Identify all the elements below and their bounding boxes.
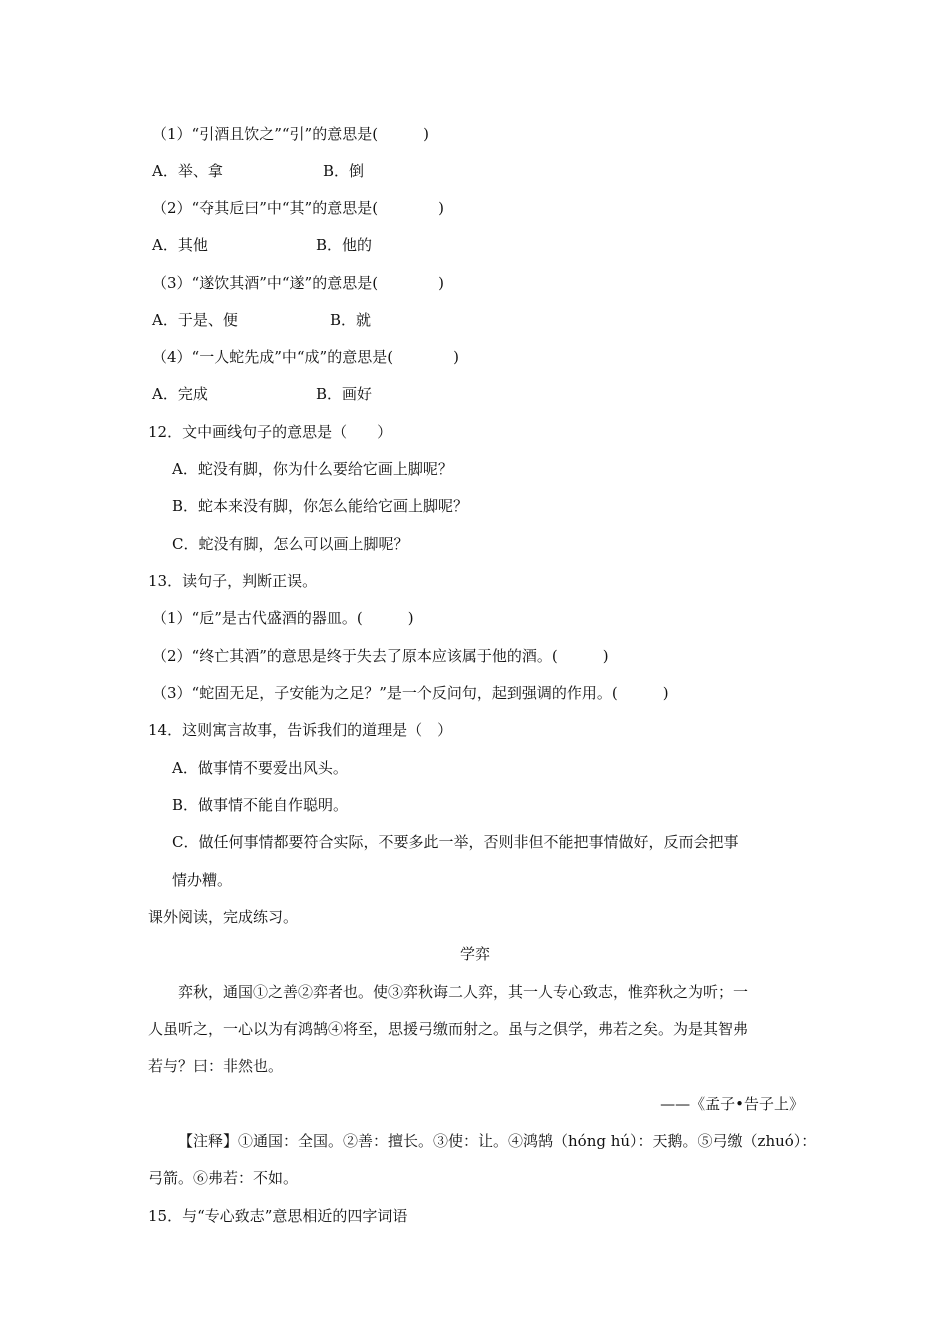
q12-option-a[interactable]: A．蛇没有脚，你为什么要给它画上脚呢？ [172, 460, 453, 478]
q11-sub3-option-b[interactable]: B．就 [330, 311, 372, 329]
reading-intro: 课外阅读，完成练习。 [148, 908, 299, 926]
q11-sub4-stem: （4）“一人蛇先成”中“成”的意思是( ) [152, 348, 459, 366]
q11-sub1-stem: （1）“引酒且饮之”“引”的意思是( ) [152, 125, 429, 143]
q14-stem: 14．这则寓言故事，告诉我们的道理是（ ） [148, 721, 453, 739]
q11-sub3-option-a[interactable]: A．于是、便 [152, 311, 238, 329]
q11-sub1-option-b[interactable]: B．倒 [323, 162, 365, 180]
passage-title: 学弈 [459, 945, 490, 963]
q11-sub2-option-b[interactable]: B．他的 [316, 236, 373, 254]
q13-sub3: （3）“蛇固无足，子安能为之足？”是一个反问句，起到强调的作用。( ) [152, 684, 669, 702]
passage-line-1: 弈秋，通国①之善②弈者也。使③弈秋诲二人弈，其一人专心致志，惟弈秋之为听；一 [178, 983, 749, 1001]
q13-stem: 13．读句子，判断正误。 [148, 572, 318, 590]
q12-stem: 12．文中画线句子的意思是（ ） [148, 423, 393, 441]
q14-option-a[interactable]: A．做事情不要爱出风头。 [172, 759, 348, 777]
q14-option-c[interactable]: C．做任何事情都要符合实际，不要多此一举，否则非但不能把事情做好，反而会把事 [172, 833, 739, 851]
q11-sub2-stem: （2）“夺其卮曰”中“其”的意思是( ) [152, 199, 444, 217]
q11-sub4-option-b[interactable]: B．画好 [316, 385, 373, 403]
q14-option-b[interactable]: B．做事情不能自作聪明。 [172, 796, 349, 814]
passage-source: ——《孟子•告子上》 [660, 1095, 804, 1113]
annotation-line-1: 【注释】①通国：全国。②善：擅长。③使：让。④鸿鹄（hóng hú）：天鹅。⑤弓缴（zhuó）： [178, 1132, 817, 1150]
q12-option-c[interactable]: C．蛇没有脚，怎么可以画上脚呢？ [172, 535, 409, 553]
q11-sub3-stem: （3）“遂饮其酒”中“遂”的意思是( ) [152, 274, 444, 292]
q13-sub1: （1）“卮”是古代盛酒的器皿。( ) [152, 609, 414, 627]
q12-option-b[interactable]: B．蛇本来没有脚，你怎么能给它画上脚呢？ [172, 497, 469, 515]
q14-option-c-continued: 情办糟。 [172, 871, 233, 889]
annotation-line-2: 弓箭。⑥弗若：不如。 [148, 1169, 299, 1187]
q15-stem: 15．与“专心致志”意思相近的四字词语 [148, 1207, 408, 1225]
q13-sub2: （2）“终亡其酒”的意思是终于失去了原本应该属于他的酒。( ) [152, 647, 609, 665]
q11-sub4-option-a[interactable]: A．完成 [152, 385, 208, 403]
q11-sub2-option-a[interactable]: A．其他 [152, 236, 208, 254]
passage-line-3: 若与？曰：非然也。 [148, 1057, 284, 1075]
passage-line-2: 人虽听之，一心以为有鸿鹄④将至，思援弓缴而射之。虽与之俱学，弗若之矣。为是其智弗 [148, 1020, 749, 1038]
q11-sub1-option-a[interactable]: A．举、拿 [152, 162, 223, 180]
